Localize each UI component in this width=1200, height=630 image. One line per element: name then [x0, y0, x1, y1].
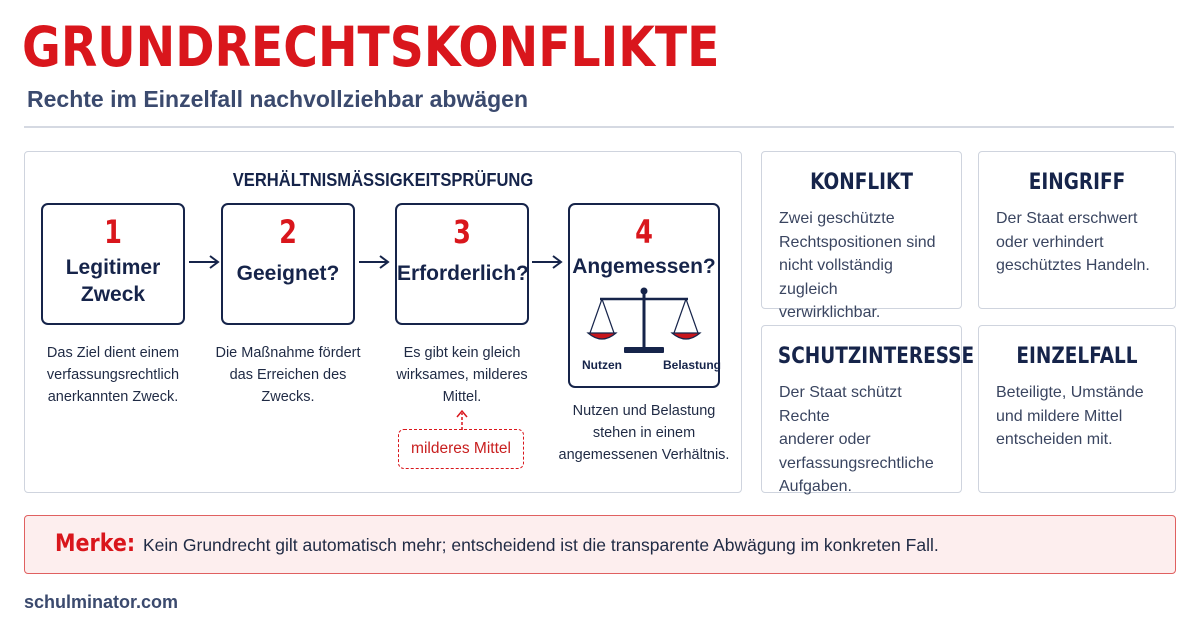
step-4-description — [553, 400, 735, 466]
step-label: Erforderlich? — [397, 262, 529, 285]
card-text — [996, 207, 1165, 278]
scale-right-label: Belastung — [663, 358, 722, 372]
step-label: Geeignet? — [236, 262, 340, 285]
step-2-description — [208, 342, 368, 408]
balance-scale-icon — [578, 285, 710, 357]
card-line: Aufgaben. — [779, 478, 852, 495]
desc-line: anerkannten Zweck. — [47, 389, 179, 405]
step-3-box — [395, 203, 529, 325]
card-line: nicht vollständig zugleich — [779, 257, 893, 298]
card-line: geschütztes Handeln. — [996, 257, 1150, 274]
desc-line: Mittel. — [442, 389, 482, 405]
arrow-right-icon — [530, 252, 564, 272]
dashed-arrow-up-icon — [455, 409, 469, 431]
merke-box — [24, 515, 1176, 574]
step-label: Angemessen? — [572, 255, 716, 278]
card-einzelfall — [978, 325, 1176, 493]
step-3-description — [382, 342, 542, 408]
card-line: verwirklichbar. — [779, 304, 881, 321]
card-title: KONFLIKT — [810, 170, 913, 195]
proportionality-panel — [24, 151, 742, 493]
card-line: entscheiden mit. — [996, 431, 1113, 448]
card-text — [779, 207, 951, 325]
step-label: Zweck — [80, 283, 146, 306]
scale-left-label: Nutzen — [582, 358, 622, 372]
desc-line: angemessenen Verhältnis. — [558, 447, 730, 463]
page-title: GRUNDRECHTSKONFLIKTE — [22, 15, 720, 79]
step-label: Legitimer — [65, 256, 161, 279]
card-line: Rechtspositionen sind — [779, 233, 936, 251]
card-line: Der Staat schützt Rechte — [779, 384, 902, 425]
step-4-box — [568, 203, 720, 388]
desc-line: Die Maßnahme fördert — [215, 345, 361, 361]
milder-means-note: milderes Mittel — [398, 429, 524, 469]
desc-line: Das Ziel dient einem — [46, 345, 180, 361]
step-1-description — [31, 342, 195, 408]
panel-title: VERHÄLTNISMÄSSIGKEITSPRÜFUNG — [232, 170, 534, 190]
card-line: Beteiligte, Umstände — [996, 384, 1144, 401]
merke-text: Kein Grundrecht gilt automatisch mehr; entscheidend ist die transparente Abwägung im konkreten Fall. — [143, 535, 939, 555]
card-schutzinteresse — [761, 325, 975, 495]
footer-site: schulminator.com — [24, 592, 179, 612]
card-text — [996, 381, 1165, 452]
card-line: verfassungsrechtliche — [779, 454, 934, 472]
desc-line: stehen in einem — [592, 425, 696, 441]
step-number: 2 — [279, 213, 297, 251]
step-2-box — [221, 203, 355, 325]
step-number: 3 — [453, 213, 471, 251]
card-title: EINGRIFF — [1028, 170, 1126, 195]
merke-label: Merke: — [55, 529, 136, 557]
page-subtitle: Rechte im Einzelfall nachvollziehbar abwägen — [27, 86, 529, 112]
desc-line: Zwecks. — [261, 389, 315, 405]
arrow-right-icon — [357, 252, 391, 272]
header-divider — [24, 126, 1174, 128]
card-line: Zwei geschützte — [779, 210, 895, 227]
step-number: 1 — [104, 213, 122, 251]
desc-line: das Erreichen des — [229, 367, 347, 383]
card-line: anderer oder — [779, 431, 871, 448]
card-eingriff — [978, 151, 1176, 309]
card-title: EINZELFALL — [1016, 344, 1138, 369]
desc-line: verfassungsrechtlich — [46, 367, 180, 383]
desc-line: wirksames, milderes — [396, 367, 528, 383]
arrow-right-icon — [187, 252, 221, 272]
desc-line: Nutzen und Belastung — [572, 403, 716, 419]
desc-line: Es gibt kein gleich — [403, 345, 521, 361]
card-line: oder verhindert — [996, 233, 1104, 251]
step-number: 4 — [635, 213, 653, 251]
card-line: und mildere Mittel — [996, 407, 1123, 425]
step-1-box — [41, 203, 185, 325]
card-line: Der Staat erschwert — [996, 210, 1138, 227]
card-text — [779, 381, 951, 499]
card-title: SCHUTZINTERESSE — [777, 344, 975, 369]
card-konflikt — [761, 151, 962, 321]
